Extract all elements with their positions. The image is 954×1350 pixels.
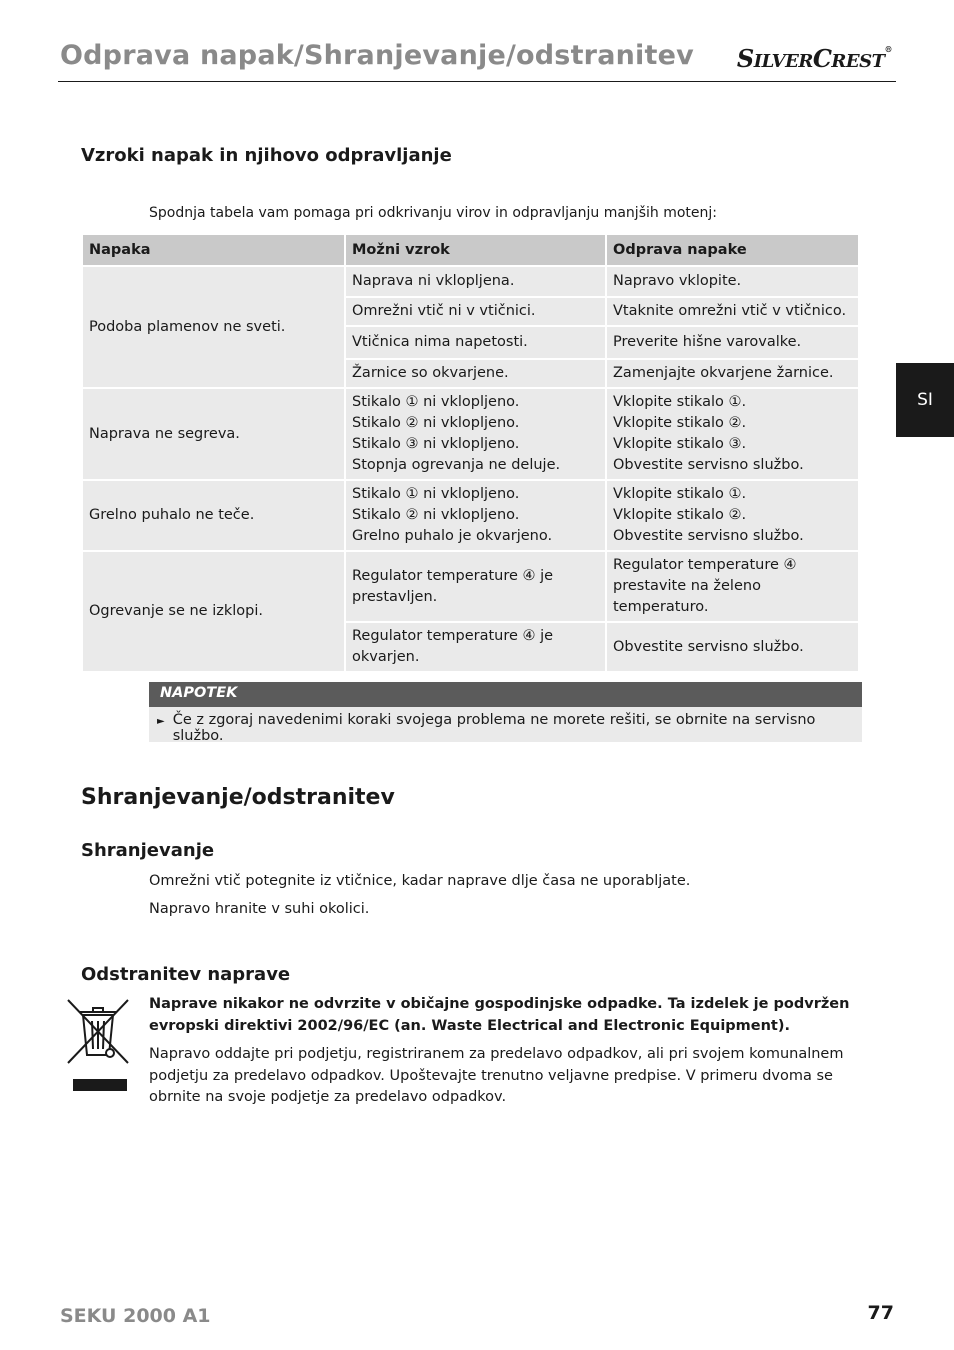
cause-line: Stikalo ③ ni vklopljeno. [352,436,520,452]
troubleshooting-heading: Vzroki napak in njihovo odpravljanje [81,145,452,166]
column-header-remedy: Odprava napake [606,234,859,266]
remedy-cell: Vtaknite omrežni vtič v vtičnico. [606,297,859,326]
troubleshooting-intro: Spodnja tabela vam pomaga pri odkrivanju virov in odpravljanju manjših motenj: [149,205,717,221]
table-row [82,551,859,622]
disposal-instructions: Napravo oddajte pri podjetju, registriranem za predelavo odpadkov, ali pri svojem komunalnem podjetju za predelavo odpadkov. Upoštevajte trenutno veljavne predpise. V primeru dvoma se obrnite na svoje podjetje za predelavo odpadkov. [149,1046,844,1105]
storage-disposal-heading: Shranjevanje/odstranitev [81,785,395,810]
table-row [82,266,859,297]
bullet-arrow-icon: ► [157,716,165,727]
cause-cell: Regulator temperature ④ je okvarjen. [345,622,606,672]
remedy-cell: Regulator temperature ④ prestavite na želeno temperaturo. [606,551,859,622]
brand-s: S [736,44,754,73]
note-text: Če z zgoraj navedenimi koraki svojega problema ne morete rešiti, se obrnite na servisno službo. [172,712,816,744]
brand-registered: ® [884,44,892,54]
cause-cell: Žarnice so okvarjene. [345,359,606,388]
remedy-line: Obvestite servisno službo. [613,528,804,544]
remedy-line: Vklopite stikalo ①. [613,486,747,502]
remedy-cell: Zamenjajte okvarjene žarnice. [606,359,859,388]
brand-rest: REST [831,51,885,72]
storage-line: Napravo hranite v suhi okolici. [149,901,370,917]
cause-line: Stikalo ① ni vklopljeno. [352,486,520,502]
note-box [149,682,862,742]
cause-line: Stikalo ① ni vklopljeno. [352,394,520,410]
storage-heading: Shranjevanje [81,840,215,861]
cause-cell [345,480,606,551]
brand-ilver: ILVER [753,51,813,72]
remedy-line: Vklopite stikalo ③. [613,436,747,452]
table-row [82,480,859,551]
troubleshooting-table [81,233,860,673]
remedy-line: Vklopite stikalo ②. [613,415,747,431]
weee-crossed-bin-icon [66,997,130,1095]
fault-cell: Podoba plamenov ne sveti. [82,266,345,388]
table-header-row [82,234,859,266]
table-row [82,388,859,480]
fault-cell: Grelno puhalo ne teče. [82,480,345,551]
remedy-cell: Obvestite servisno službo. [606,622,859,672]
cause-cell: Naprava ni vklopljena. [345,266,606,297]
cause-cell: Omrežni vtič ni v vtičnici. [345,297,606,326]
header-divider [58,81,896,82]
cause-cell: Vtičnica nima napetosti. [345,326,606,359]
remedy-cell: Preverite hišne varovalke. [606,326,859,359]
page-title: Odprava napak/Shranjevanje/odstranitev [60,40,694,71]
column-header-cause: Možni vzrok [345,234,606,266]
disposal-heading: Odstranitev naprave [81,964,291,985]
cause-line: Stikalo ② ni vklopljeno. [352,507,520,523]
remedy-cell [606,480,859,551]
remedy-cell [606,388,859,480]
note-body [149,707,862,742]
cause-cell: Regulator temperature ④ je prestavljen. [345,551,606,622]
disposal-warning: Naprave nikakor ne odvrzite v običajne gospodinjske odpadke. Ta izdelek je podvržen evropski direktivi 2002/96/EC (an. Waste Electrical and Electronic Equipment). [149,996,850,1034]
cause-line: Stikalo ② ni vklopljeno. [352,415,520,431]
cause-cell [345,388,606,480]
remedy-line: Vklopite stikalo ②. [613,507,747,523]
remedy-line: Obvestite servisno službo. [613,457,804,473]
footer-model: SEKU 2000 A1 [60,1305,211,1327]
page-number: 77 [867,1302,894,1324]
brand-c: C [812,44,832,73]
storage-line: Omrežni vtič potegnite iz vtičnice, kadar naprave dlje časa ne uporabljate. [149,873,691,889]
cause-line: Stopnja ogrevanja ne deluje. [352,457,561,473]
cause-line: Grelno puhalo je okvarjeno. [352,528,553,544]
fault-cell: Ogrevanje se ne izklopi. [82,551,345,672]
brand-logo [737,44,892,73]
remedy-cell: Napravo vklopite. [606,266,859,297]
fault-cell: Naprava ne segreva. [82,388,345,480]
note-label: NAPOTEK [149,682,862,707]
remedy-line: Vklopite stikalo ①. [613,394,747,410]
language-tab: SI [896,363,954,437]
column-header-fault: Napaka [82,234,345,266]
